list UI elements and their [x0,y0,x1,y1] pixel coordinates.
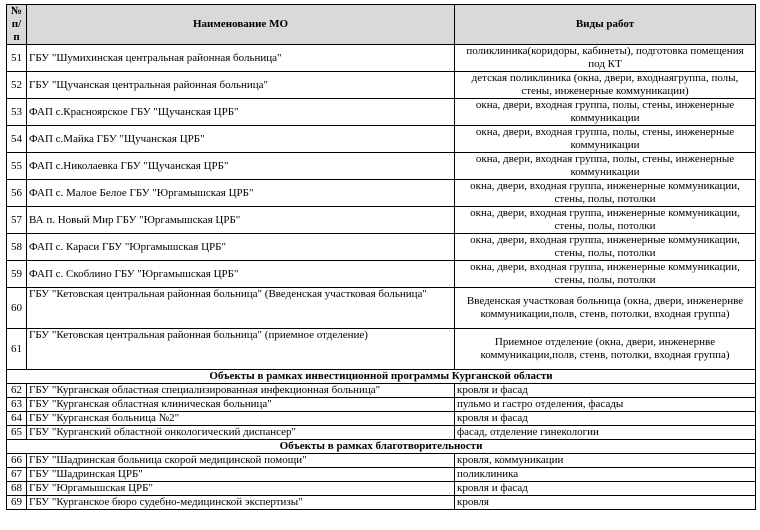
row-name: ВА п. Новый Мир ГБУ "Юргамышская ЦРБ" [27,207,455,234]
row-work: Приемное отделение (окна, двери, инженернве коммуникации,полв, стенв, потолки, входная группа) [455,329,756,370]
row-num: 54 [7,126,27,153]
header-name: Наименование МО [27,5,455,45]
row-name: ФАП с. Скоблино ГБУ "Юргамышская ЦРБ" [27,261,455,288]
table-row [7,45,756,72]
row-work: поликлиника(коридоры, кабинеты), подготовка помещения под КТ [455,45,756,72]
row-num: 60 [7,288,27,329]
row-work: кровля [455,496,756,510]
row-work: поликлиника [455,468,756,482]
row-name: ФАП с. Малое Белое ГБУ "Юргамышская ЦРБ" [27,180,455,207]
table-row [7,454,756,468]
table-row [7,126,756,153]
table-row [7,426,756,440]
row-num: 58 [7,234,27,261]
table-row [7,412,756,426]
row-num: 61 [7,329,27,370]
row-name: ГБУ "Кетовская центральная районная больница" (Введенская участковая больница" [27,288,455,329]
row-name: ГБУ "Курганский областной онкологический диспансер" [27,426,455,440]
row-name: ГБУ "Шадринская больница скорой медицинской помощи" [27,454,455,468]
row-work: Введенская участковая больница (окна, двери, инженернве коммуникации,полв, стенв, потолки, входная группа) [455,288,756,329]
row-num: 66 [7,454,27,468]
table-row [7,180,756,207]
row-work: окна, двери, входная группа, инженерные коммуникации, стены, полы, потолки [455,261,756,288]
table-row [7,99,756,126]
row-work: кровля и фасад [455,482,756,496]
row-name: ГБУ "Курганская областная специализированная инфекционная больница" [27,384,455,398]
table-row [7,468,756,482]
row-num: 56 [7,180,27,207]
table-row [7,482,756,496]
row-work: окна, двери, входная группа, полы, стены, инженерные коммуникации [455,126,756,153]
section-title: Объекты в рамках благотворительности [7,440,756,454]
row-num: 51 [7,45,27,72]
row-work: окна, двери, входная группа, полы, стены, инженерные коммуникации [455,99,756,126]
section-row [7,370,756,384]
row-name: ГБУ "Курганская областная клиническая больница" [27,398,455,412]
document-page [6,4,755,510]
row-name: ГБУ "Юргамышская ЦРБ" [27,482,455,496]
row-work: фасад, отделение гинекологии [455,426,756,440]
header-num: № п/п [7,5,27,45]
table-row [7,153,756,180]
table-row [7,234,756,261]
row-num: 67 [7,468,27,482]
row-work: окна, двери, входная группа, инженерные коммуникации, стены, полы, потолки [455,207,756,234]
row-name: ФАП с.Красноярское ГБУ "Щучанская ЦРБ" [27,99,455,126]
table-row [7,72,756,99]
row-name: ФАП с.Майка ГБУ "Щучанская ЦРБ" [27,126,455,153]
row-name: ГБУ "Курганское бюро судебно-медицинской экспертизы" [27,496,455,510]
row-work: кровля и фасад [455,412,756,426]
row-name: ГБУ "Щучанская центральная районная больница" [27,72,455,99]
works-table [6,4,756,510]
table-row [7,398,756,412]
row-num: 59 [7,261,27,288]
section-row [7,440,756,454]
row-num: 57 [7,207,27,234]
row-work: детская поликлиника (окна, двери, входнаягруппа, полы, стены, инженерные коммуникации) [455,72,756,99]
row-work: окна, двери, входная группа, полы, стены, инженерные коммуникации [455,153,756,180]
row-num: 52 [7,72,27,99]
table-row [7,288,756,329]
header-work: Виды работ [455,5,756,45]
row-name: ФАП с.Николаевка ГБУ "Щучанская ЦРБ" [27,153,455,180]
row-work: кровля и фасад [455,384,756,398]
table-row [7,384,756,398]
row-num: 64 [7,412,27,426]
row-num: 65 [7,426,27,440]
row-num: 55 [7,153,27,180]
row-work: пульмо и гастро отделения, фасады [455,398,756,412]
row-name: ГБУ "Шумихинская центральная районная больница" [27,45,455,72]
row-work: окна, двери, входная группа, инженерные коммуникации, стены, полы, потолки [455,234,756,261]
table-row [7,496,756,510]
row-name: ГБУ "Курганская больница №2" [27,412,455,426]
section-title: Объекты в рамках инвестиционной программы Курганской области [7,370,756,384]
row-num: 69 [7,496,27,510]
row-name: ГБУ "Шадринская ЦРБ" [27,468,455,482]
row-work: окна, двери, входная группа, инженерные коммуникации, стены, полы, потолки [455,180,756,207]
table-row [7,329,756,370]
row-num: 68 [7,482,27,496]
table-row [7,207,756,234]
row-num: 63 [7,398,27,412]
row-num: 62 [7,384,27,398]
row-work: кровля, коммуникации [455,454,756,468]
row-name: ФАП с. Караси ГБУ "Юргамышская ЦРБ" [27,234,455,261]
row-name: ГБУ "Кетовская центральная районная больница" (приемное отделение) [27,329,455,370]
row-num: 53 [7,99,27,126]
table-header [7,5,756,45]
table-row [7,261,756,288]
